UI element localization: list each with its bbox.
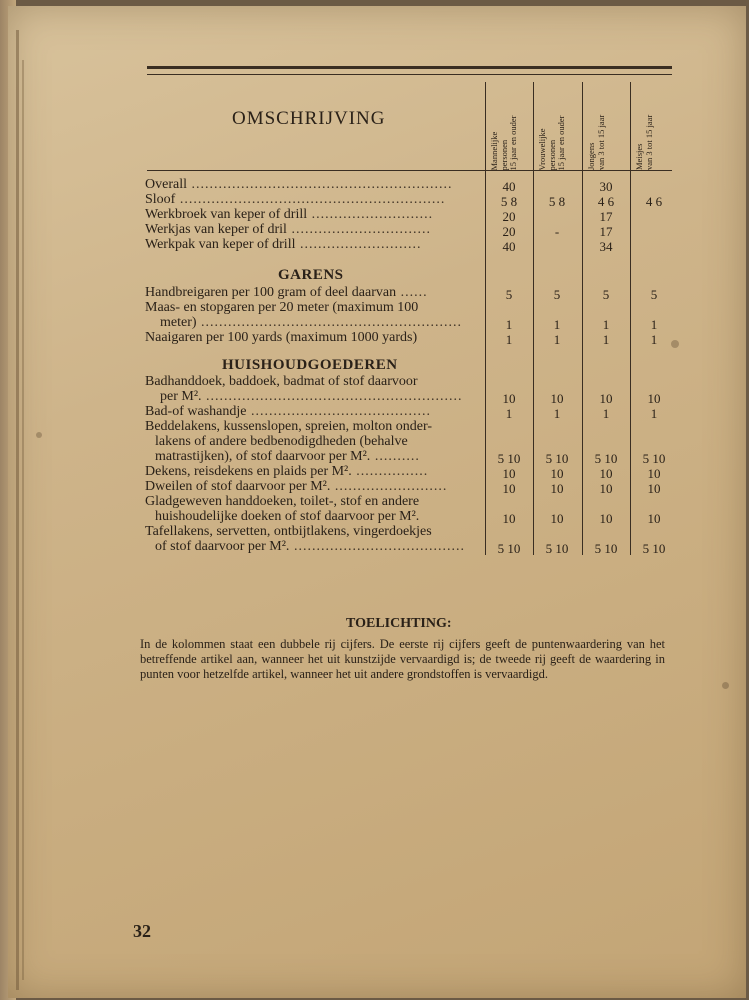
stain <box>671 340 679 348</box>
point-value: 40 <box>502 179 516 194</box>
table-row-label <box>160 389 463 405</box>
table-row-label <box>155 434 408 450</box>
leader-dots: ........................................ <box>246 404 431 419</box>
point-value: 10 <box>599 511 613 526</box>
point-value: 1 <box>553 332 561 347</box>
item-label: Maas- en stopgaren per 20 meter (maximum 100 <box>145 300 419 315</box>
point-value: 1 <box>650 332 658 347</box>
point-value: 10 <box>502 391 516 406</box>
point-value: 5 10 <box>497 541 521 556</box>
table-row-label <box>145 464 428 480</box>
point-value: 10 <box>599 466 613 481</box>
header-rule <box>147 170 672 171</box>
point-value: 10 <box>550 511 564 526</box>
leader-dots: ...................................... <box>289 539 465 554</box>
item-label: Dweilen of stof daarvoor per M². <box>145 479 331 494</box>
item-label: Badhanddoek, baddoek, badmat of stof daarvoor <box>145 374 418 389</box>
point-value: 5 <box>650 287 658 302</box>
point-value: 30 <box>599 179 613 194</box>
point-value: 34 <box>599 239 613 254</box>
point-value: 10 <box>502 466 516 481</box>
item-label: Gladgeweven handdoeken, toilet-, stof en andere <box>145 494 420 509</box>
point-value: - <box>554 224 560 239</box>
point-value: 10 <box>647 466 661 481</box>
page-edge-line <box>22 60 24 980</box>
section-heading-huishoudgoederen: HUISHOUDGOEDEREN <box>222 357 398 373</box>
point-value: 5 <box>602 287 610 302</box>
point-value: 10 <box>502 481 516 496</box>
point-value: 4 6 <box>645 194 663 209</box>
item-label: Sloof <box>145 192 176 207</box>
table-row-label <box>145 207 433 223</box>
point-value: 5 10 <box>594 451 618 466</box>
point-value: 1 <box>505 317 513 332</box>
point-value: 5 10 <box>642 541 666 556</box>
point-value: 10 <box>550 481 564 496</box>
point-value: 1 <box>602 332 610 347</box>
point-value: 4 6 <box>597 194 615 209</box>
table-heading: OMSCHRIJVING <box>232 108 386 129</box>
leader-dots: ................ <box>351 464 429 479</box>
leader-dots: ......................................................... <box>201 389 463 404</box>
point-value: 1 <box>553 406 561 421</box>
toelichting-title: TOELICHTING: <box>346 616 452 631</box>
table-row-label <box>145 177 452 193</box>
table-row-label <box>145 374 418 390</box>
leader-dots: ........................................................... <box>175 192 446 207</box>
point-value: 10 <box>647 511 661 526</box>
table-row-label <box>145 479 447 495</box>
item-label: Werkpak van keper of drill <box>145 237 296 252</box>
leader-dots: ........................... <box>295 237 422 252</box>
leader-dots: ......................... <box>330 479 448 494</box>
item-label: Naaigaren per 100 yards (maximum 1000 yards) <box>145 330 418 345</box>
item-label: of stof daarvoor per M². <box>155 539 290 554</box>
point-value: 17 <box>599 224 613 239</box>
leader-dots: ............................... <box>286 222 431 237</box>
column-header-girls: Meisjes van 3 tot 15 jaar <box>630 82 678 174</box>
point-value: 1 <box>553 317 561 332</box>
point-value: 40 <box>502 239 516 254</box>
leader-dots: ........................... <box>307 207 434 222</box>
point-value: 10 <box>647 481 661 496</box>
table-row-label <box>145 285 428 301</box>
table-row-label <box>145 524 432 540</box>
point-value: 1 <box>505 406 513 421</box>
item-label: Overall <box>145 177 187 192</box>
top-rule <box>147 66 672 69</box>
column-header-men: Mannelijke personen 15 jaar en ouder <box>485 82 533 174</box>
table-row-label <box>145 404 431 420</box>
point-value: 20 <box>502 224 516 239</box>
column-header-women: Vrouwelijke personen 15 jaar en ouder <box>533 82 581 174</box>
point-value: 10 <box>599 481 613 496</box>
point-value: 5 10 <box>642 451 666 466</box>
item-label: matrastijken), of stof daarvoor per M². <box>155 449 371 464</box>
item-label: Tafellakens, servetten, ontbijtlakens, vingerdoekjes <box>145 524 432 539</box>
table-row-label <box>160 315 462 331</box>
table-row-label <box>145 300 418 316</box>
column-header-boys: Jongens van 3 tot 15 jaar <box>582 82 630 174</box>
table-row-label <box>145 222 431 238</box>
table-row-label <box>155 449 420 465</box>
point-value: 10 <box>550 391 564 406</box>
page-edge-line <box>16 30 19 990</box>
point-value: 20 <box>502 209 516 224</box>
item-label: Handbreigaren per 100 gram of deel daarvan <box>145 285 397 300</box>
point-value: 5 <box>505 287 513 302</box>
leader-dots: .......... <box>370 449 420 464</box>
point-value: 5 8 <box>500 194 518 209</box>
leader-dots: ...... <box>396 285 428 300</box>
stain <box>722 682 729 689</box>
item-label: Bad-of washandje <box>145 404 247 419</box>
point-value: 1 <box>650 317 658 332</box>
table-row-label <box>145 419 432 435</box>
table-row-label <box>145 192 445 208</box>
item-label: Werkjas van keper of dril <box>145 222 287 237</box>
table-row-label <box>145 237 421 253</box>
item-label: lakens of andere bedbenodigdheden (behalve <box>155 434 408 449</box>
point-value: 5 <box>553 287 561 302</box>
item-label: Beddelakens, kussenslopen, spreien, molton onder- <box>145 419 433 434</box>
point-value: 1 <box>602 317 610 332</box>
table-row-label <box>145 330 417 346</box>
point-value: 5 10 <box>545 451 569 466</box>
item-label: meter) <box>160 315 197 330</box>
page-number: 32 <box>133 921 151 941</box>
point-value: 1 <box>602 406 610 421</box>
stain <box>36 432 42 438</box>
item-label: huishoudelijke doeken of stof daarvoor per M². <box>155 509 420 524</box>
leader-dots: .......................................................... <box>196 315 463 330</box>
point-value: 10 <box>550 466 564 481</box>
table-row-label <box>145 494 419 510</box>
point-value: 5 10 <box>497 451 521 466</box>
item-label: Werkbroek van keper of drill <box>145 207 308 222</box>
section-heading-garens: GARENS <box>278 267 344 283</box>
point-value: 5 10 <box>594 541 618 556</box>
point-value: 17 <box>599 209 613 224</box>
point-value: 10 <box>599 391 613 406</box>
point-value: 1 <box>650 406 658 421</box>
table-row-label <box>155 509 419 525</box>
point-value: 10 <box>647 391 661 406</box>
column-rule <box>630 170 631 555</box>
toelichting-text: In de kolommen staat een dubbele rij cijfers. De eerste rij cijfers geeft de puntenwaardering van het betreffende artikel aan, wanneer het uit kunstzijde vervaardigd is; de tweede rij geeft de waardering in punten voor hetzelfde artikel, wanneer het uit andere grondstoffen is vervaardigd. <box>140 637 665 681</box>
leader-dots: .......................................................... <box>186 177 453 192</box>
table-row-label <box>155 539 465 555</box>
point-value: 5 10 <box>545 541 569 556</box>
top-rule-thin <box>147 74 672 75</box>
item-label: per M². <box>160 389 202 404</box>
item-label: Dekens, reisdekens en plaids per M². <box>145 464 352 479</box>
point-value: 5 8 <box>548 194 566 209</box>
point-value: 1 <box>505 332 513 347</box>
point-value: 10 <box>502 511 516 526</box>
